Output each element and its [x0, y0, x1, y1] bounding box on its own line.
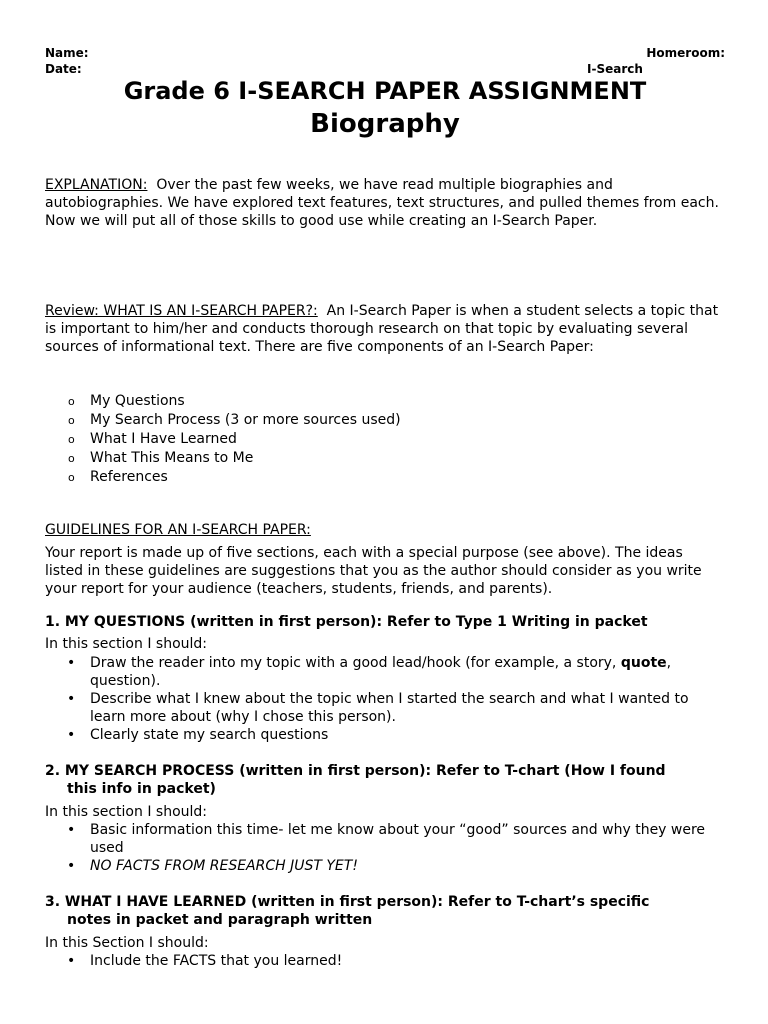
section-2-intro: In this section I should: [45, 804, 207, 820]
list-item [45, 857, 725, 875]
bullet-icon: • [67, 858, 76, 874]
section-3-intro: In this Section I should: [45, 935, 209, 951]
page-title: Grade 6 I-SEARCH PAPER ASSIGNMENT [123, 77, 647, 105]
list-item [45, 821, 725, 857]
list-item [45, 468, 725, 487]
review-paragraph [45, 302, 725, 356]
bullet-icon: • [67, 822, 76, 838]
section-1-list [45, 654, 725, 744]
explanation-text: Over the past few weeks, we have read multiple biographies and autobiographies. We have explored text features, text structures, and pulled themes from each. Now we will put all of those skills to good use while creating an I-Search Paper. [45, 177, 719, 229]
bullet-icon: • [67, 953, 76, 969]
list-item [45, 449, 725, 468]
guidelines-text: Your report is made up of five sections, each with a special purpose (see above). The ideas listed in these guidelines are suggestions that you as the author should consider as you write your report for your audience (teachers, students, friends, and parents). [45, 545, 702, 597]
explanation-heading: EXPLANATION: [45, 177, 148, 193]
isearch-label: I-Search [587, 62, 643, 76]
circle-bullet-icon: o [68, 414, 75, 427]
bullet-text: NO FACTS FROM RESEARCH JUST YET! [90, 858, 358, 874]
bullet-text: , question). [90, 655, 672, 689]
bullet-icon: • [67, 691, 76, 707]
list-item [45, 411, 725, 430]
section-3-heading [45, 893, 725, 929]
review-text: An I-Search Paper is when a student selects a topic that is important to him/her and conducts thorough research on that topic by evaluating several sources of informational text. There are five components of an I-Search Paper: [45, 303, 719, 355]
name-label: Name: [45, 46, 89, 60]
bullet-text: Include the FACTS that you learned! [90, 953, 343, 969]
bullet-text: Draw the reader into my topic with a good lead/hook (for example, a story, [90, 655, 621, 671]
explanation-paragraph [45, 176, 725, 230]
review-heading: Review: WHAT IS AN I-SEARCH PAPER?: [45, 303, 318, 319]
component-label: What I Have Learned [90, 431, 237, 447]
section-2-list [45, 821, 725, 875]
circle-bullet-icon: o [68, 433, 75, 446]
section-3-list [45, 952, 725, 970]
bold-text: quote [620, 655, 667, 671]
component-label: What This Means to Me [90, 450, 254, 466]
heading-line: 2. MY SEARCH PROCESS (written in first person): Refer to T-chart (How I found [45, 763, 666, 779]
circle-bullet-icon: o [68, 452, 75, 465]
heading-line: 3. WHAT I HAVE LEARNED (written in first person): Refer to T-chart’s specific [45, 894, 650, 910]
component-label: My Questions [90, 393, 185, 409]
components-list [45, 392, 725, 487]
list-item [45, 654, 725, 690]
section-1-intro: In this section I should: [45, 636, 207, 652]
homeroom-label: Homeroom: [646, 46, 725, 60]
component-label: References [90, 469, 168, 485]
section-2-heading [45, 762, 725, 798]
heading-line: this info in packet) [67, 781, 216, 797]
bullet-icon: • [67, 655, 76, 671]
component-label: My Search Process (3 or more sources used) [90, 412, 401, 428]
list-item [45, 952, 725, 970]
list-item [45, 430, 725, 449]
page-subtitle: Biography [310, 109, 460, 139]
circle-bullet-icon: o [68, 395, 75, 408]
bullet-text: Basic information this time- let me know about your “good” sources and why they were used [90, 822, 706, 856]
heading-line: notes in packet and paragraph written [67, 912, 373, 928]
list-item [45, 726, 725, 744]
circle-bullet-icon: o [68, 471, 75, 484]
bullet-text: Describe what I knew about the topic when I started the search and what I wanted to learn more about (why I chose this person). [90, 691, 689, 725]
bullet-icon: • [67, 727, 76, 743]
bullet-text: Clearly state my search questions [90, 727, 329, 743]
date-label: Date: [45, 62, 82, 76]
list-item [45, 690, 725, 726]
guidelines-heading: GUIDELINES FOR AN I-SEARCH PAPER: [45, 522, 311, 538]
section-1-heading: 1. MY QUESTIONS (written in first person): Refer to Type 1 Writing in packet [45, 614, 648, 630]
list-item [45, 392, 725, 411]
